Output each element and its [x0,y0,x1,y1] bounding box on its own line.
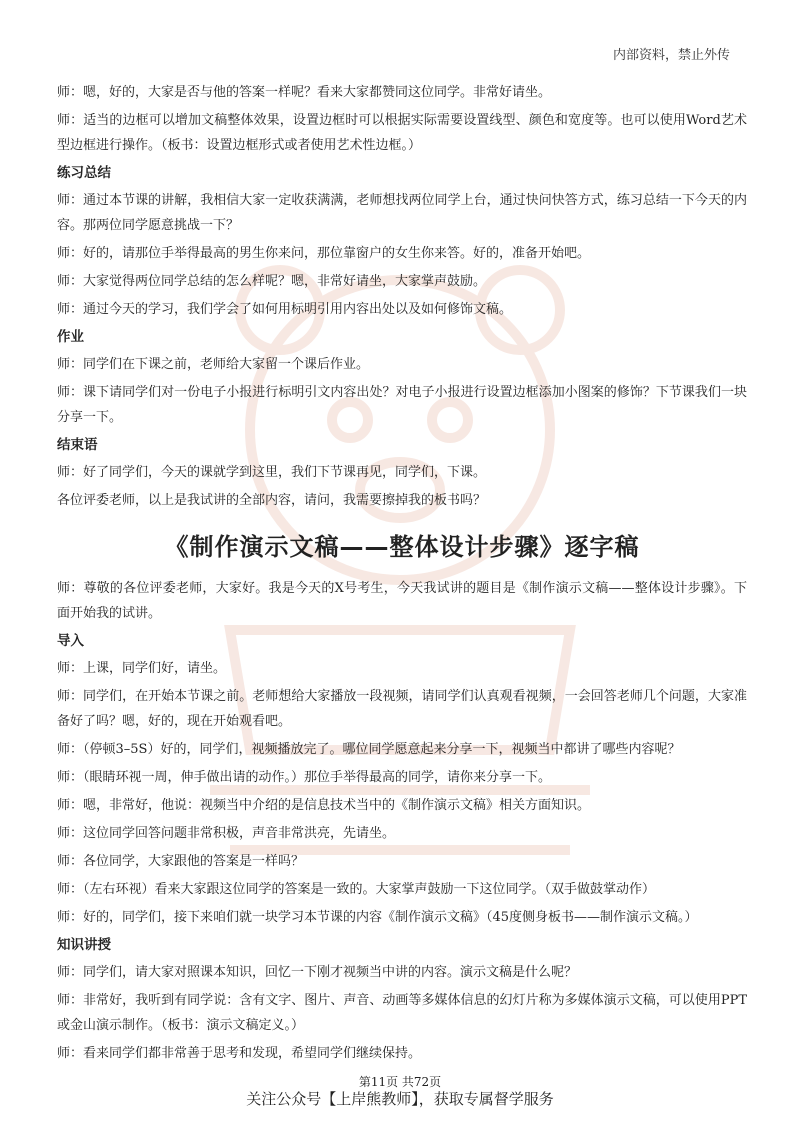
paragraph: 师：课下请同学们对一份电子小报进行标明引文内容出处？对电子小报进行设置边框添加小图案的修饰？下节课我们一块分享一下。 [57,385,747,425]
paragraph: 师：各位同学，大家跟他的答案是一样吗？ [57,854,305,869]
paragraph: 师：尊敬的各位评委老师，大家好。我是今天的X号考生，今天我试讲的题目是《制作演示文稿——整体设计步骤》。下面开始我的试讲。 [57,581,747,621]
section-heading: 结束语 [57,437,98,453]
paragraph: 师：同学们，在开始本节课之前。老师想给大家播放一段视频，请同学们认真观看视频，一会回答老师几个问题，大家准备好了吗？嗯，好的，现在开始观看吧。 [57,689,747,729]
section-heading: 作业 [57,329,84,345]
paragraph: 师：嗯，好的，大家是否与他的答案一样呢？看来大家都赞同这位同学。非常好请坐。 [57,85,552,100]
paragraph: 师：（左右环视）看来大家跟这位同学的答案是一致的。大家掌声鼓励一下这位同学。（双手做鼓掌动作） [57,882,656,897]
paragraph: 师：看来同学们都非常善于思考和发现，希望同学们继续保持。 [57,1046,422,1061]
section-heading: 知识讲授 [57,937,111,953]
paragraph: 师：适当的边框可以增加文稿整体效果，设置边框时可以根据实际需要设置线型、颜色和宽度等。也可以使用Word艺术型边框进行操作。（板书：设置边框形式或者使用艺术性边框。） [57,113,747,153]
paragraph: 师：大家觉得两位同学总结的怎么样呢？嗯，非常好请坐，大家掌声鼓励。 [57,274,487,289]
confidential-header: 内部资料，禁止外传 [612,48,730,63]
paragraph: 师：好了同学们，今天的课就学到这里，我们下节课再见，同学们，下课。 [57,465,487,480]
paragraph: 师：非常好，我听到有同学说：含有文字、图片、声音、动画等多媒体信息的幻灯片称为多媒体演示文稿，可以使用PPT或金山演示制作。（板书：演示文稿定义。） [57,993,747,1033]
paragraph: 师：（眼睛环视一周，伸手做出请的动作。）那位手举得最高的同学，请你来分享一下。 [57,770,552,785]
paragraph: 师：上课，同学们好，请坐。 [57,661,227,676]
paragraph: 师：嗯，非常好，他说：视频当中介绍的是信息技术当中的《制作演示文稿》相关方面知识。 [57,798,591,813]
page-number: 第11页 共72页 [358,1075,442,1089]
paragraph: 师：同学们在下课之前，老师给大家留一个课后作业。 [57,357,370,372]
paragraph: 各位评委老师，以上是我试讲的全部内容，请问，我需要擦掉我的板书吗？ [57,493,487,508]
paragraph: 师：通过本节课的讲解，我相信大家一定收获满满，老师想找两位同学上台，通过快问快答方式，练习总结一下今天的内容。那两位同学愿意挑战一下？ [57,193,747,233]
promo-footer: 关注公众号【上岸熊教师】，获取专属督学服务 [246,1090,554,1108]
section-heading: 练习总结 [57,165,111,181]
paragraph: 师：好的，同学们，接下来咱们就一块学习本节课的内容《制作演示文稿》（45度侧身板书——制作演示文稿。） [57,910,698,925]
section-heading: 导入 [57,633,84,649]
document-body [57,80,747,1069]
paragraph: 师：同学们，请大家对照课本知识，回忆一下刚才视频当中讲的内容。演示文稿是什么呢？ [57,965,578,980]
paragraph: 师：好的，请那位手举得最高的男生你来问，那位靠窗户的女生你来答。好的，准备开始吧。 [57,246,591,261]
paragraph: 师：（停顿3–5S）好的，同学们，视频播放完了。哪位同学愿意起来分享一下，视频当中都讲了哪些内容呢？ [57,742,681,757]
paragraph: 师：这位同学回答问题非常积极，声音非常洪亮，先请坐。 [57,826,396,841]
paragraph: 师：通过今天的学习，我们学会了如何用标明引用内容出处以及如何修饰文稿。 [57,302,513,317]
document-title: 《制作演示文稿——整体设计步骤》逐字稿 [164,533,640,561]
